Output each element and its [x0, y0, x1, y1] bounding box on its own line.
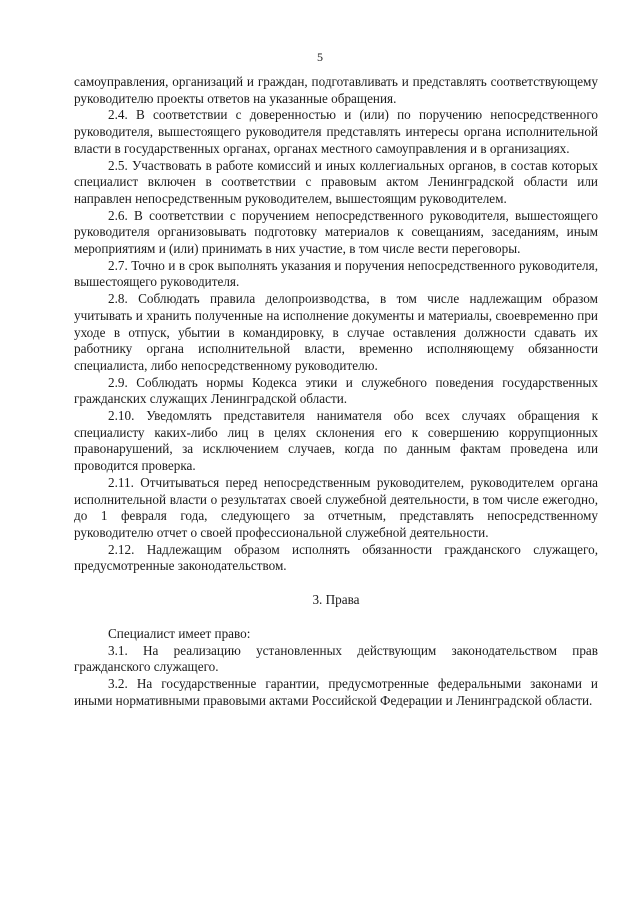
paragraph-2-12: 2.12. Надлежащим образом исполнять обязанности гражданского служащего, предусмотренные законодательством. [74, 541, 598, 574]
paragraph-3-2: 3.2. На государственные гарантии, предусмотренные федеральными законами и иными нормативными правовыми актами Российской Федерации и Ленинградской области. [74, 675, 598, 708]
paragraph-2-11: 2.11. Отчитываться перед непосредственным руководителем, руководителем органа исполнительной власти о результатах своей служебной деятельности, в том числе ежегодно, до 1 февраля года, следующего за отчетным, представлять непосредственному руководителю отчет о своей профессиональной служебной деятельности. [74, 474, 598, 540]
section-intro: Специалист имеет право: [108, 625, 251, 641]
paragraph-2-9: 2.9. Соблюдать нормы Кодекса этики и служебного поведения государственных гражданских служащих Ленинградской области. [74, 374, 598, 407]
paragraph-continuation: самоуправления, организаций и граждан, подготавливать и представлять соответствующему руководителю проекты ответов на указанные обращения. [74, 74, 598, 106]
page-number: 5 [317, 50, 323, 64]
paragraph-2-6: 2.6. В соответствии с поручением непосредственного руководителя, вышестоящего руководителя организовывать подготовку материалов к совещаниям, заседаниям, иным мероприятиям и (или) принимать в них участие, в том числе вести переговоры. [74, 207, 598, 257]
paragraph-2-7: 2.7. Точно и в срок выполнять указания и поручения непосредственного руководителя, вышестоящего руководителя. [74, 257, 598, 290]
document-body [74, 74, 598, 709]
paragraph-3-1: 3.1. На реализацию установленных действующим законодательством прав гражданского служащего. [74, 642, 598, 675]
paragraph-2-10: 2.10. Уведомлять представителя нанимателя обо всех случаях обращения к специалисту каких-либо лиц в целях склонения его к совершению коррупционных правонарушений, за исключением случаев, когда по данным фактам проведена или проводится проверка. [74, 408, 598, 474]
paragraph-2-8: 2.8. Соблюдать правила делопроизводства, в том числе надлежащим образом учитывать и хранить полученные на исполнение документы и материалы, своевременно при уходе в отпуск, убытии в командировку, в случае оставления должности сдавать их работнику органа исполнительной власти, временно исполняющему обязанности специалиста, либо непосредственному руководителю. [74, 291, 598, 373]
paragraph-2-4: 2.4. В соответствии с доверенностью и (или) по поручению непосредственного руководителя, вышестоящего руководителя представлять интересы органа исполнительной власти в государственных органах, органах местного самоуправления и в организациях. [74, 107, 598, 156]
paragraph-2-5: 2.5. Участвовать в работе комиссий и иных коллегиальных органов, в состав которых специалист включен в соответствии с правовым актом Ленинградской области или направлен непосредственным руководителем, вышестоящим руководителем. [74, 157, 598, 206]
section-title-rights: 3. Права [312, 592, 360, 608]
